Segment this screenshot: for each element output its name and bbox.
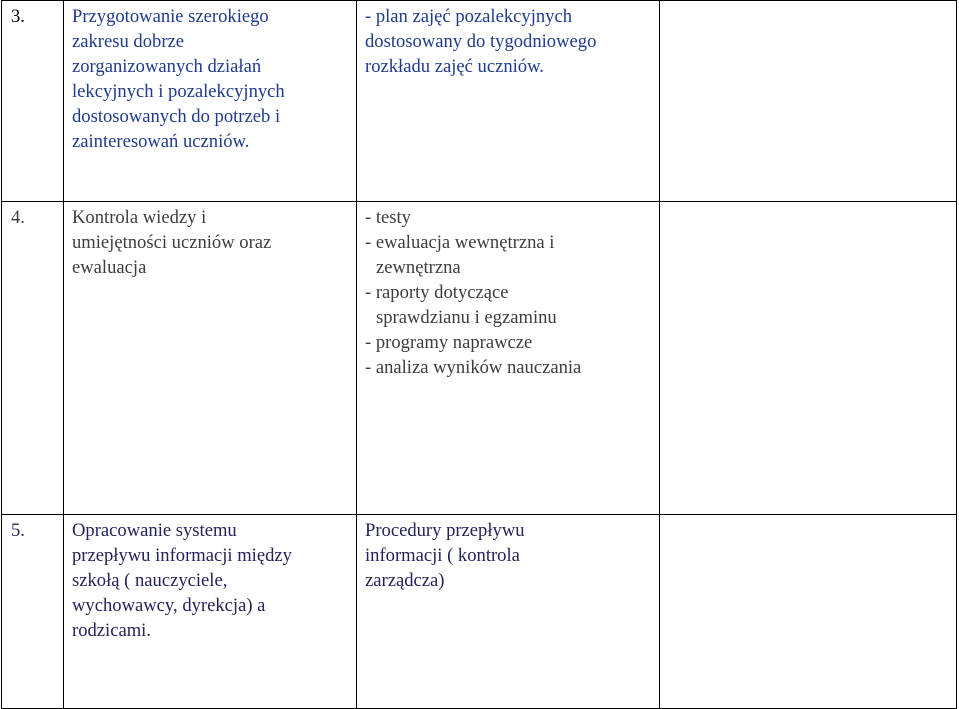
form-cell bbox=[357, 1, 660, 202]
task-line: Kontrola wiedzy i bbox=[72, 207, 207, 228]
task-line: Przygotowanie szerokiego bbox=[72, 6, 269, 27]
form-line: - plan zajęć pozalekcyjnych bbox=[365, 6, 573, 27]
form-line: - raporty dotyczące bbox=[365, 282, 509, 303]
task-line: umiejętności uczniów oraz bbox=[72, 232, 272, 253]
form-line: - programy naprawcze bbox=[365, 332, 533, 353]
task-line: zainteresowań uczniów. bbox=[72, 131, 250, 152]
form-line: - ewaluacja wewnętrzna i bbox=[365, 232, 555, 253]
form-line: informacji ( kontrola bbox=[365, 545, 520, 566]
form-line: - analiza wyników nauczania bbox=[365, 357, 582, 378]
task-line: zorganizowanych działań bbox=[72, 56, 262, 77]
form-line: Procedury przepływu bbox=[365, 520, 525, 541]
row-number: 4. bbox=[11, 207, 25, 228]
task-line: lekcyjnych i pozalekcyjnych bbox=[72, 81, 285, 102]
row-number-cell bbox=[2, 202, 64, 515]
form-line: sprawdzianu i egzaminu bbox=[376, 307, 557, 328]
form-line: rozkładu zajęć uczniów. bbox=[365, 56, 544, 77]
row-number-cell bbox=[2, 1, 64, 202]
row-number-cell bbox=[2, 515, 64, 709]
row-number: 3. bbox=[11, 6, 25, 27]
table-row bbox=[2, 1, 957, 202]
row-number: 5. bbox=[11, 520, 25, 541]
table-row bbox=[2, 202, 957, 515]
task-line: rodzicami. bbox=[72, 620, 151, 641]
activities-table bbox=[1, 0, 957, 709]
task-line: szkołą ( nauczyciele, bbox=[72, 570, 228, 591]
form-line: dostosowany do tygodniowego bbox=[365, 31, 597, 52]
task-line: wychowawcy, dyrekcja) a bbox=[72, 595, 266, 616]
task-cell bbox=[64, 202, 357, 515]
form-cell bbox=[357, 515, 660, 709]
form-cell bbox=[357, 202, 660, 515]
form-line: zewnętrzna bbox=[376, 257, 461, 278]
form-line: zarządcza) bbox=[365, 570, 445, 591]
extra-cell bbox=[660, 515, 957, 709]
form-line: - testy bbox=[365, 207, 411, 228]
task-line: zakresu dobrze bbox=[72, 31, 185, 52]
task-cell bbox=[64, 1, 357, 202]
task-line: przepływu informacji między bbox=[72, 545, 292, 566]
table-row bbox=[2, 515, 957, 709]
task-line: dostosowanych do potrzeb i bbox=[72, 106, 281, 127]
extra-cell bbox=[660, 202, 957, 515]
task-line: Opracowanie systemu bbox=[72, 520, 237, 541]
task-line: ewaluacja bbox=[72, 257, 147, 278]
extra-cell bbox=[660, 1, 957, 202]
task-cell bbox=[64, 515, 357, 709]
